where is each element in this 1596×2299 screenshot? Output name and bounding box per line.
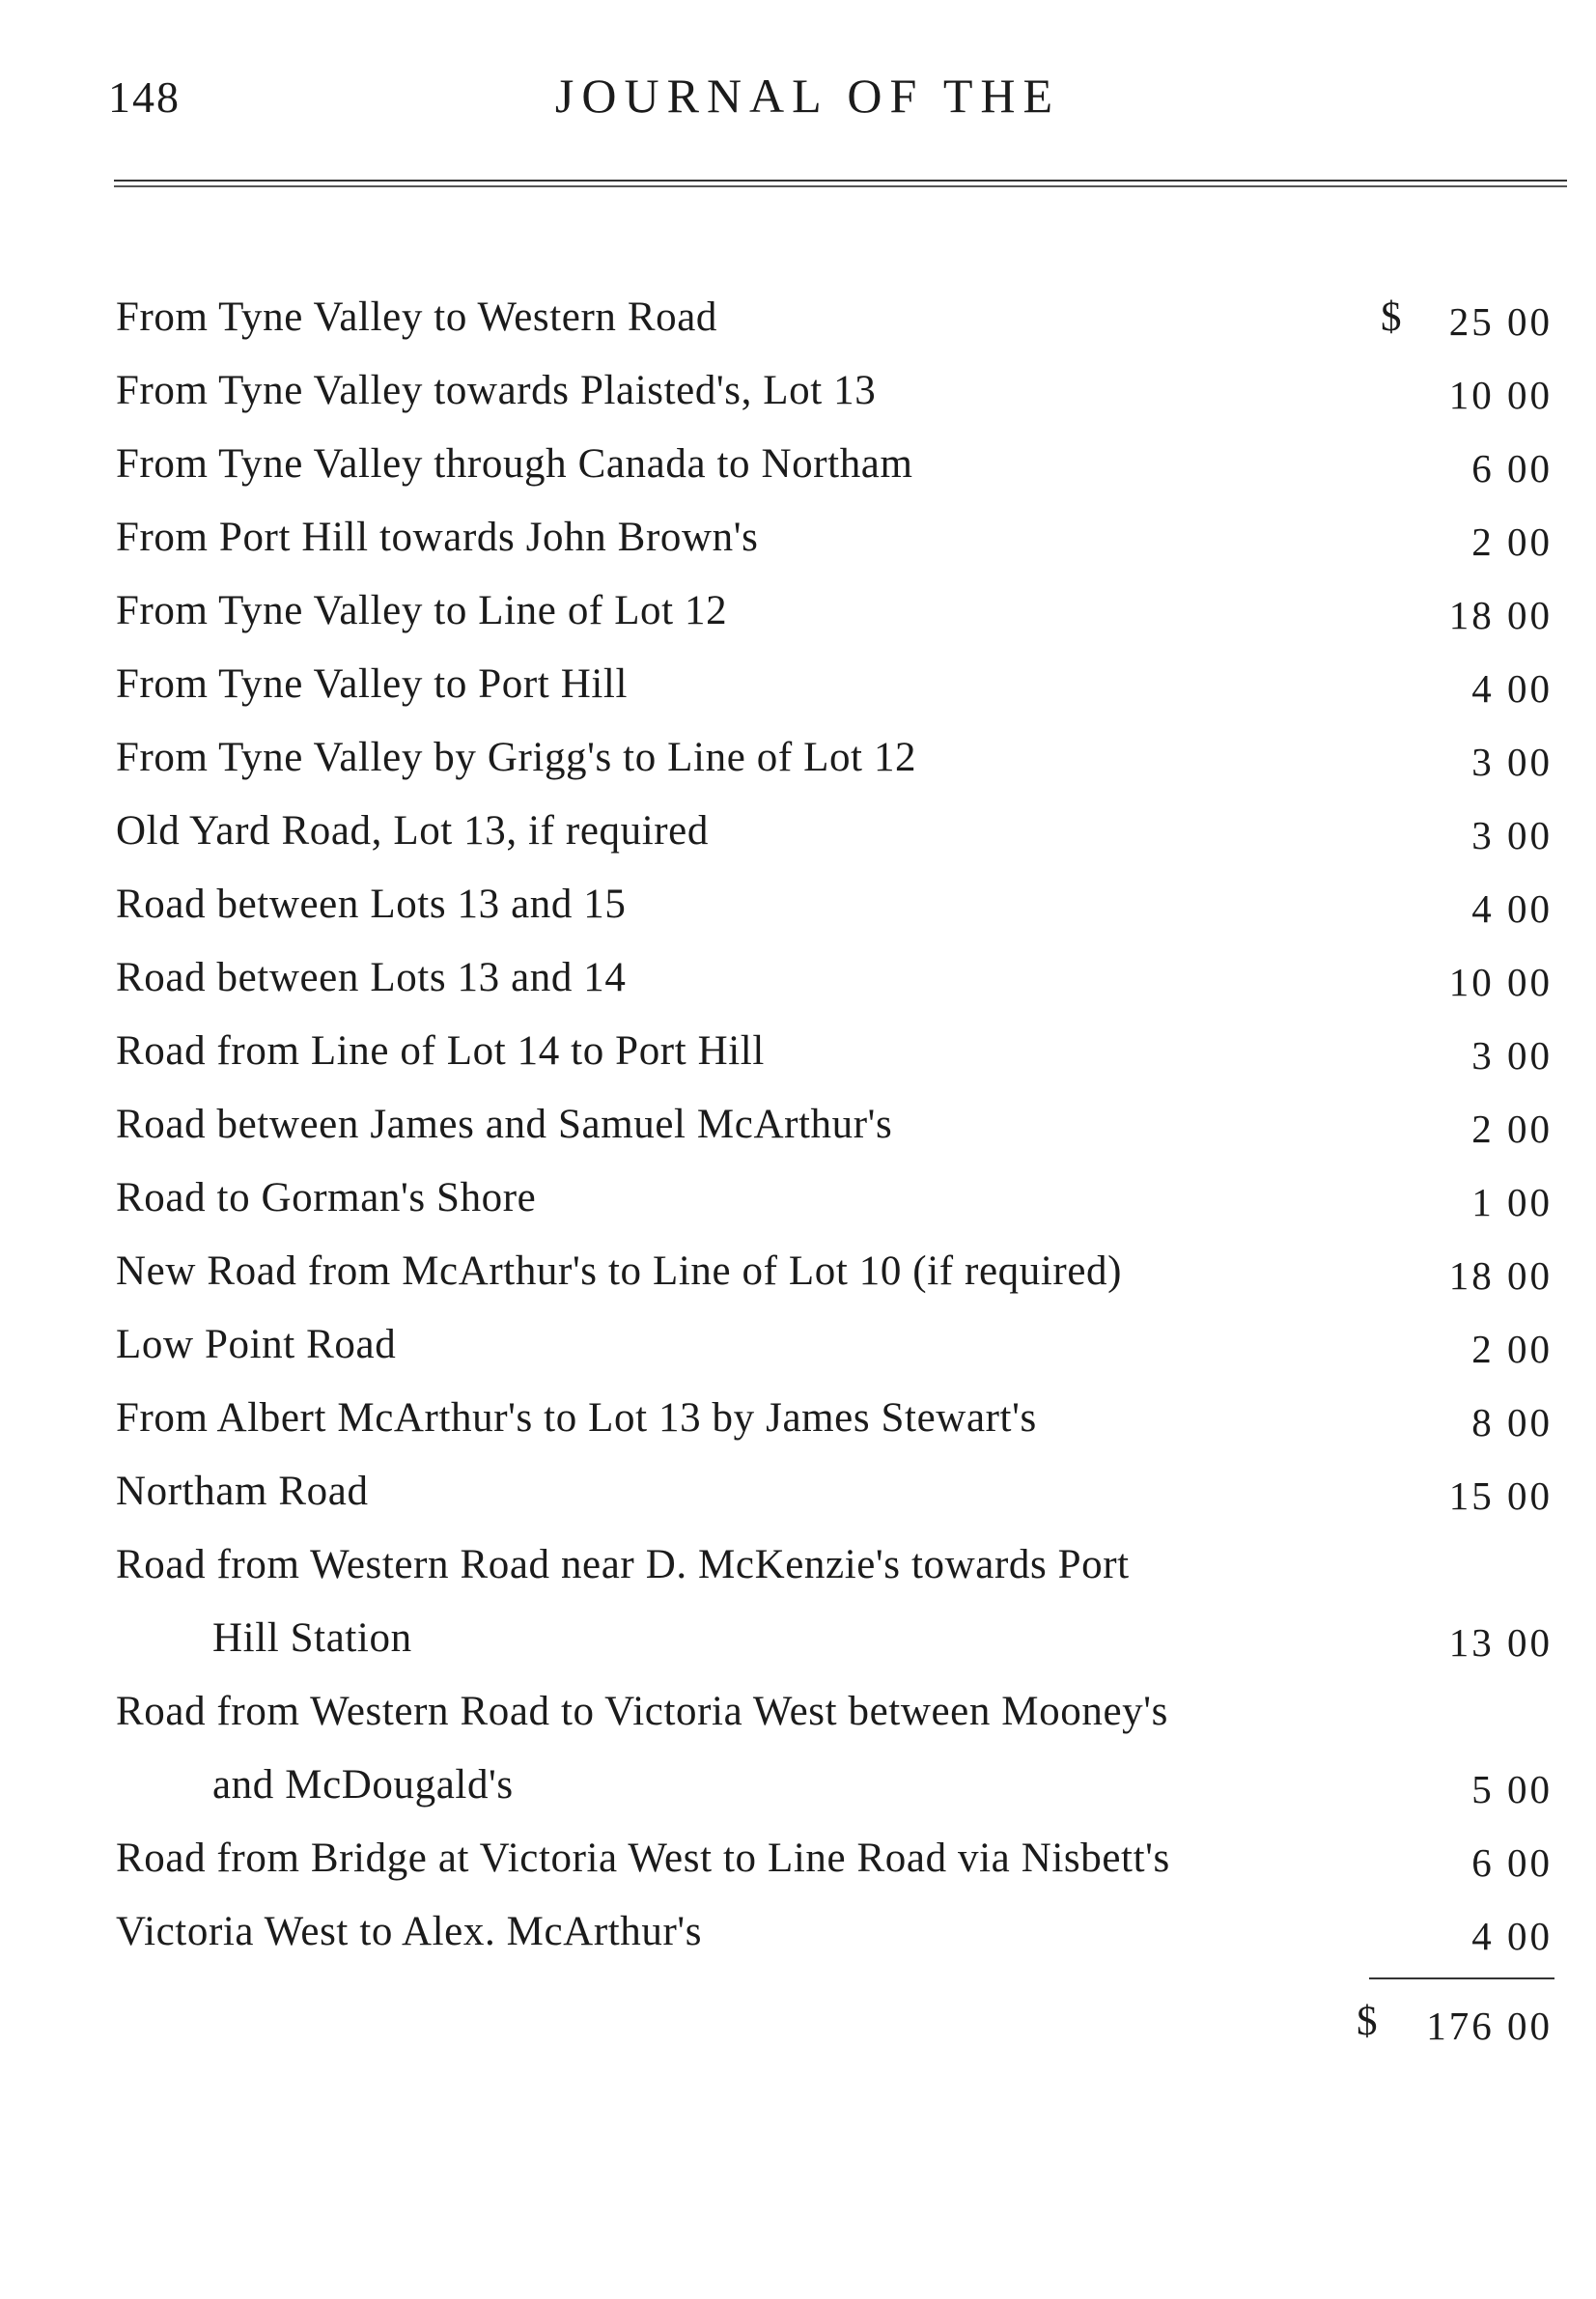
table-row xyxy=(116,1243,1564,1316)
row-amount: 25 00 xyxy=(1448,299,1553,344)
row-description: Hill Station xyxy=(212,1615,412,1661)
total-value: 176 00 xyxy=(1426,2004,1553,2048)
row-amount: 3 00 xyxy=(1471,813,1553,857)
table-row xyxy=(116,1023,1564,1096)
table-row xyxy=(116,509,1564,582)
row-amount: 6 00 xyxy=(1471,1840,1553,1885)
row-description: Road between Lots 13 and 15 xyxy=(116,882,627,927)
table-row xyxy=(116,1536,1564,1610)
row-amount: 18 00 xyxy=(1448,1253,1553,1298)
row-amount: 10 00 xyxy=(1448,960,1553,1004)
total-currency-symbol: $ xyxy=(1357,1999,1378,2044)
row-description: Road to Gorman's Shore xyxy=(116,1175,537,1220)
table-row xyxy=(116,289,1564,362)
page-title: JOURNAL OF THE xyxy=(554,69,1061,123)
table-row xyxy=(116,729,1564,802)
row-description: Low Point Road xyxy=(116,1322,397,1367)
row-amount: 4 00 xyxy=(1471,886,1553,931)
row-description: From Tyne Valley to Port Hill xyxy=(116,661,628,707)
table-row xyxy=(116,362,1564,435)
row-amount: 13 00 xyxy=(1448,1620,1553,1665)
row-description: Road from Line of Lot 14 to Port Hill xyxy=(116,1028,765,1074)
table-row xyxy=(116,1610,1564,1683)
row-description: Road between James and Samuel McArthur's xyxy=(116,1102,893,1147)
total-rule xyxy=(1369,1977,1554,1979)
table-row xyxy=(116,1683,1564,1756)
row-description: From Tyne Valley by Grigg's to Line of Lot 12 xyxy=(116,735,917,780)
row-description: Road from Western Road near D. McKenzie's towards Port xyxy=(116,1542,1130,1587)
row-description: From Tyne Valley to Western Road xyxy=(116,294,718,340)
row-currency-symbol: $ xyxy=(1381,294,1402,340)
row-description: Road from Western Road to Victoria West between Mooney's xyxy=(116,1689,1168,1734)
row-amount: 4 00 xyxy=(1471,1914,1553,1958)
row-amount: 18 00 xyxy=(1448,593,1553,637)
table-row xyxy=(116,876,1564,949)
row-amount: 5 00 xyxy=(1471,1767,1553,1811)
row-amount: 4 00 xyxy=(1471,666,1553,711)
row-description: From Albert McArthur's to Lot 13 by James Stewart's xyxy=(116,1395,1037,1441)
table-row xyxy=(116,1316,1564,1389)
row-description: New Road from McArthur's to Line of Lot 10 (if required) xyxy=(116,1248,1123,1294)
row-amount: 3 00 xyxy=(1471,740,1553,784)
header-rule xyxy=(114,180,1567,188)
row-description: Road from Bridge at Victoria West to Line Road via Nisbett's xyxy=(116,1836,1170,1881)
row-description: Old Yard Road, Lot 13, if required xyxy=(116,808,709,854)
row-amount: 15 00 xyxy=(1448,1473,1553,1518)
row-description: Victoria West to Alex. McArthur's xyxy=(116,1909,703,1954)
row-amount: 10 00 xyxy=(1448,373,1553,417)
table-row xyxy=(116,802,1564,876)
row-amount: 2 00 xyxy=(1471,519,1553,564)
row-description: From Tyne Valley towards Plaisted's, Lot 13 xyxy=(116,368,877,413)
row-description: Northam Road xyxy=(116,1469,369,1514)
table-row xyxy=(116,1756,1564,1830)
table-row xyxy=(116,435,1564,509)
page-number: 148 xyxy=(108,72,181,122)
appropriation-list xyxy=(116,289,1564,1977)
row-description: Road between Lots 13 and 14 xyxy=(116,955,627,1000)
row-amount: 3 00 xyxy=(1471,1033,1553,1078)
table-row xyxy=(116,1463,1564,1536)
row-description: From Port Hill towards John Brown's xyxy=(116,515,759,560)
row-description: and McDougald's xyxy=(212,1762,514,1808)
table-row xyxy=(116,1389,1564,1463)
row-amount: 1 00 xyxy=(1471,1180,1553,1224)
table-row xyxy=(116,582,1564,656)
table-row xyxy=(116,656,1564,729)
row-amount: 2 00 xyxy=(1471,1107,1553,1151)
row-amount: 6 00 xyxy=(1471,446,1553,491)
table-row xyxy=(116,1169,1564,1243)
row-amount: 8 00 xyxy=(1471,1400,1553,1444)
table-row xyxy=(116,1903,1564,1977)
table-row xyxy=(116,949,1564,1023)
table-row xyxy=(116,1830,1564,1903)
row-amount: 2 00 xyxy=(1471,1327,1553,1371)
row-description: From Tyne Valley through Canada to Northam xyxy=(116,441,913,487)
table-row xyxy=(116,1096,1564,1169)
row-description: From Tyne Valley to Line of Lot 12 xyxy=(116,588,728,633)
